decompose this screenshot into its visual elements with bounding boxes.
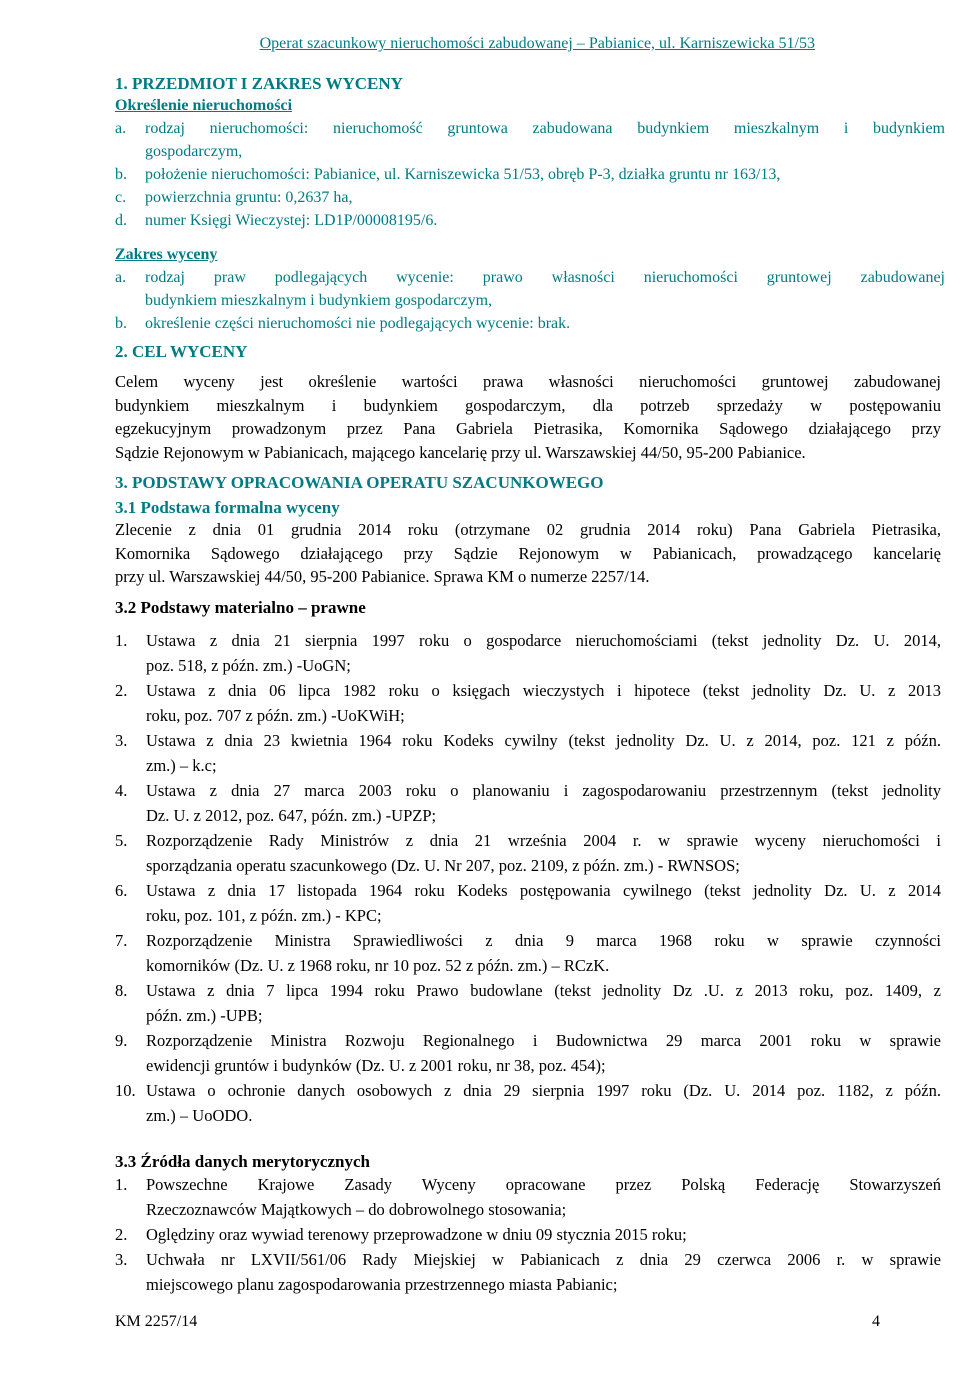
list-item: b. określenie części nieruchomości nie podlegających wycenie: brak. <box>115 315 571 332</box>
list-item: 10. Ustawa o ochronie danych osobowych z dnia 29 sierpnia 1997 roku (Dz. U. 2014 poz. 1182, z późn. zm.) – UoODO. <box>115 1081 941 1125</box>
list-item: a. rodzaj praw podlegających wycenie: prawo własności nieruchomości gruntowej zabudowanej budynkiem mieszkalnym i budynkiem gospodarczym, <box>115 269 945 309</box>
list-item: 1. Ustawa z dnia 21 sierpnia 1997 roku o gospodarce nieruchomościami (tekst jednolity Dz. U. 2014, poz. 518, z późn. zm.) -UoGN; <box>115 631 941 675</box>
section-2-heading: 2. CEL WYCENY <box>115 342 248 361</box>
subsection-3-3-heading: 3.3 Źródła danych merytorycznych <box>115 1152 370 1171</box>
header-title: Operat szacunkowy nieruchomości zabudowanej – Pabianice, ul. Karniszewicka 51/53 <box>259 35 815 52</box>
subsection-3-2-heading: 3.2 Podstawy materialno – prawne <box>115 598 366 617</box>
list-item: 2. Ustawa z dnia 06 lipca 1982 roku o księgach wieczystych i hipotece (tekst jednolity Dz. U. z 2013 roku, poz. 707 z późn. zm.) -UoKWiH; <box>115 681 941 725</box>
list-item: 1. Powszechne Krajowe Zasady Wyceny opracowane przez Polską Federację Stowarzyszeń Rzeczoznawców Majątkowych – do dobrowolnego stosowania; <box>115 1175 941 1219</box>
list-item: 7. Rozporządzenie Ministra Sprawiedliwości z dnia 9 marca 1968 roku w sprawie czynności komorników (Dz. U. z 1968 roku, nr 10 poz. 52 z późn. zm.) – RCzK. <box>115 931 941 975</box>
section-2-paragraph: Celem wyceny jest określenie wartości prawa własności nieruchomości gruntowej zabudowanej budynkiem mieszkalnym i budynkiem gospodarczym, dla potrzeb sprzedaży w postępowaniu egzekucyjnym prowadzonym przez Pana Gabriela Pietrasika, Komornika Sądowego działającego przy Sądzie Rejonowym w Pabianicach, mającego kancelarię przy ul. Warszawskiej 44/50, 95-200 Pabianice. <box>115 372 941 462</box>
list-item: 9. Rozporządzenie Ministra Rozwoju Regionalnego i Budownictwa 29 marca 2001 roku w sprawie ewidencji gruntów i budynków (Dz. U. z 2001 roku, nr 38, poz. 454); <box>115 1031 941 1075</box>
legal-basis-list <box>115 628 941 1128</box>
list-item: a. rodzaj nieruchomości: nieruchomość gruntowa zabudowana budynkiem mieszkalnym i budynkiem gospodarczym, <box>115 120 945 160</box>
data-sources-list <box>115 1172 941 1297</box>
page-number: 4 <box>872 1313 880 1330</box>
section-1-heading: 1. PRZEDMIOT I ZAKRES WYCENY <box>115 74 403 93</box>
list-item: 8. Ustawa z dnia 7 lipca 1994 roku Prawo budowlane (tekst jednolity Dz .U. z 2013 roku, poz. 1409, z późn. zm.) -UPB; <box>115 981 941 1025</box>
list-item: d. numer Księgi Wieczystej: LD1P/00008195/6. <box>115 212 438 229</box>
subheading-property: Określenie nieruchomości <box>115 97 293 114</box>
list-item: 2. Oględziny oraz wywiad terenowy przeprowadzone w dniu 09 stycznia 2015 roku; <box>115 1225 687 1244</box>
list-item: 3. Uchwała nr LXVII/561/06 Rady Miejskiej w Pabianicach z dnia 29 czerwca 2006 r. w sprawie miejscowego planu zagospodarowania przestrzennego miasta Pabianic; <box>115 1250 941 1294</box>
list-item: b. położenie nieruchomości: Pabianice, ul. Karniszewicka 51/53, obręb P-3, działka gruntu nr 163/13, <box>115 166 781 183</box>
subsection-3-1-paragraph: Zlecenie z dnia 01 grudnia 2014 roku (otrzymane 02 grudnia 2014 roku) Pana Gabriela Pietrasika, Komornika Sądowego działającego przy Sądzie Rejonowym w Pabianicach, prowadzącego kancelarię przy ul. Warszawskiej 44/50, 95-200 Pabianice. Sprawa KM o numerze 2257/14. <box>115 520 941 586</box>
subsection-3-1-heading: 3.1 Podstawa formalna wyceny <box>115 498 340 517</box>
list-item: 6. Ustawa z dnia 17 listopada 1964 roku Kodeks postępowania cywilnego (tekst jednolity Dz. U. z 2014 roku, poz. 101, z późn. zm.) - KPC; <box>115 881 941 925</box>
case-number: KM 2257/14 <box>115 1313 198 1330</box>
section-1 <box>115 72 945 335</box>
list-item: c. powierzchnia gruntu: 0,2637 ha, <box>115 189 353 206</box>
subheading-scope: Zakres wyceny <box>115 246 218 263</box>
list-item: 4. Ustawa z dnia 27 marca 2003 roku o planowaniu i zagospodarowaniu przestrzennym (tekst jednolity Dz. U. z 2012, poz. 647, późn. zm.) -UPZP; <box>115 781 941 825</box>
section-3-heading: 3. PODSTAWY OPRACOWANIA OPERATU SZACUNKOWEGO <box>115 473 604 492</box>
list-item: 3. Ustawa z dnia 23 kwietnia 1964 roku Kodeks cywilny (tekst jednolity Dz. U. z 2014, poz. 121 z późn. zm.) – k.c; <box>115 731 941 775</box>
page-header <box>0 35 960 61</box>
list-item: 5. Rozporządzenie Rady Ministrów z dnia 21 września 2004 r. w sprawie wyceny nieruchomości i sporządzania operatu szacunkowego (Dz. U. Nr 207, poz. 2109, z późn. zm.) - RWNSOS; <box>115 831 941 875</box>
